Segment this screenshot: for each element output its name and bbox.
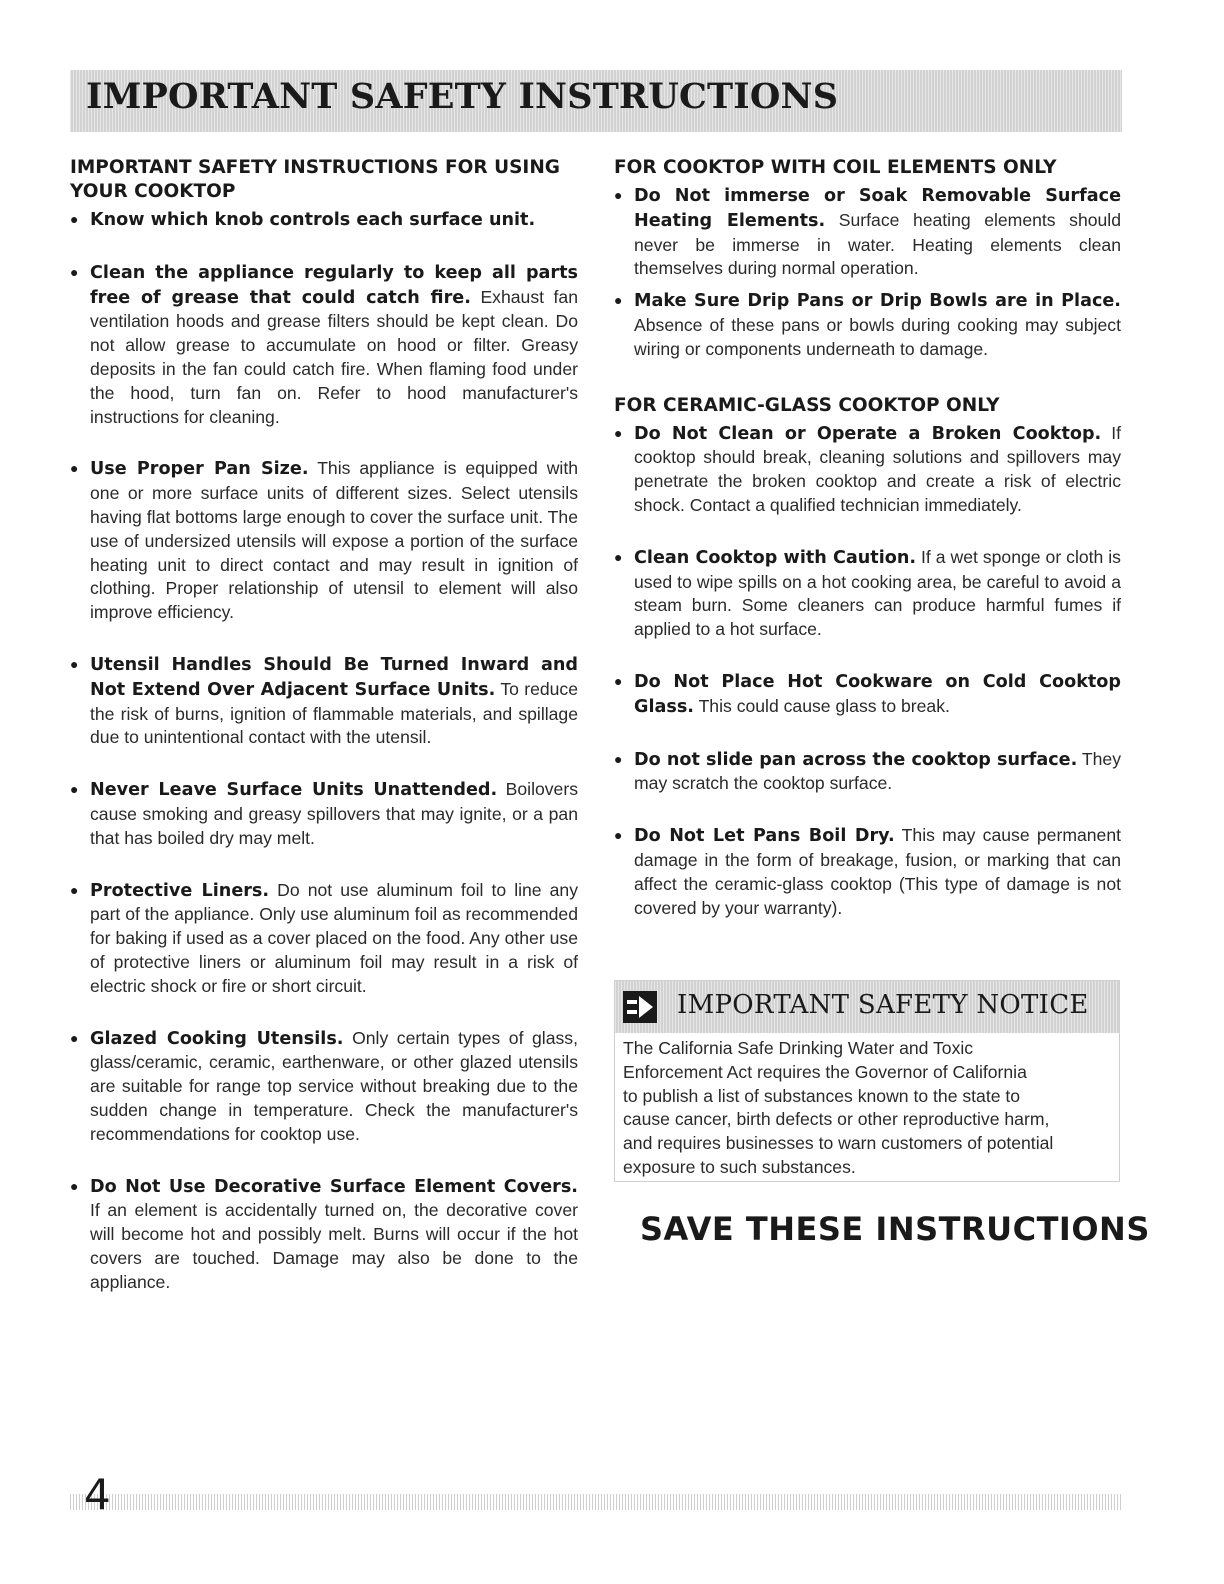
item-title: Do Not Use Decorative Surface Element Covers. [90,1176,578,1197]
left-column [70,156,578,1294]
notice-line: and requires businesses to warn customers of potential [623,1133,1054,1154]
list-item [70,457,578,625]
item-body: Boilovers cause smoking and greasy spillovers that may ignite, or a pan that has boiled dry may melt. [90,779,579,848]
notice-line: The California Safe Drinking Water and Toxic [623,1038,974,1058]
item-title: Do Not Let Pans Boil Dry. [634,826,895,847]
safety-notice [614,980,1120,1182]
item-body: To reduce the risk of burns, ignition of flammable materials, and spillage due to unintentional contact with the utensil. [90,678,579,748]
item-title: Do Not Clean or Operate a Broken Cooktop. [634,423,1102,444]
list-item [614,422,1121,518]
header-banner [70,70,1122,132]
bullet-icon: ● [614,292,623,309]
notice-title: IMPORTANT SAFETY NOTICE [677,990,1089,1020]
item-title: Utensil Handles Should Be Turned Inward and Not Extend Over Adjacent Surface Units. [90,654,578,700]
list-item [614,184,1121,281]
notice-line: exposure to such substances. [623,1156,856,1177]
item-title: Use Proper Pan Size. [90,459,309,480]
item-body: Absence of these pans or bowls during cooking may subject wiring or components underneath to damage. [634,314,1121,359]
item-body: This may cause permanent damage in the form of breakage, fusion, or marking that can affect the ceramic-glass cooktop (This type of damage is not covered by your warranty). [634,825,1122,918]
list-item [614,748,1121,797]
item-body: This appliance is equipped with one or more surface units of different sizes. Select utensils having flat bottoms large enough to cover the surface unit. The use of undersized utensils will expose a portion of the surface heating unit to direct contact and may result in ignition of clothing. Proper relationship of utensil to element will also improve efficiency. [90,458,578,623]
list-item [614,824,1121,920]
section-heading-ceramic: FOR CERAMIC-GLASS COOKTOP ONLY [614,394,1000,416]
list-item [70,879,578,999]
item-title: Do not slide pan across the cooktop surface. [634,749,1078,770]
item-title: Protective Liners. [90,880,270,901]
bullet-icon: ● [70,211,79,227]
list-item [70,1175,578,1295]
bullet-icon: ● [614,672,623,689]
item-body: Exhaust fan ventilation hoods and grease filters should be kept clean. Do not allow grease to accumulate on hood or filter. Greasy deposits in the fan could catch fire. When flaming food under the hood, turn fan on. Refer to hood manufacturer's instructions for cleaning. [90,286,578,427]
notice-line: to publish a list of substances known to the state to [623,1085,1021,1106]
list-item [70,208,578,233]
notice-line: cause cancer, birth defects or other reproductive harm, [623,1109,1050,1130]
save-instructions-heading: SAVE THESE INSTRUCTIONS [640,1210,1150,1248]
item-body: If a wet sponge or cloth is used to wipe spills on a hot cooking area, be careful to avoid a steam burn. Some cleaners can produce harmful fumes if applied to a hot surface. [634,546,1121,640]
list-item [70,778,578,850]
bullet-icon: ● [70,881,79,898]
page-number: 4 [84,1470,111,1519]
notice-body [623,1037,1113,1180]
bullet-icon: ● [70,1029,79,1046]
arrow-right-icon [623,991,657,1023]
bullet-icon: ● [70,263,79,280]
bullet-icon: ● [614,548,623,565]
bullet-icon: ● [614,827,623,844]
item-body: This could cause glass to break. [698,695,950,716]
bullet-icon: ● [70,460,79,477]
list-item [614,289,1121,361]
footer-bar [70,1494,1122,1510]
item-title: Make Sure Drip Pans or Drip Bowls are in Place. [634,291,1121,312]
list-item [70,261,578,430]
notice-line: Enforcement Act requires the Governor of California [623,1061,1027,1082]
item-title: Glazed Cooking Utensils. [90,1028,344,1049]
right-column [614,156,1121,920]
item-title: Do Not Place Hot Cookware on Cold Cooktop Glass. [634,671,1121,717]
bullet-icon: ● [70,781,79,798]
bullet-icon: ● [614,424,623,441]
bullet-icon: ● [70,1177,79,1194]
bullet-icon: ● [70,655,79,672]
section-heading-using-cooktop: IMPORTANT SAFETY INSTRUCTIONS FOR USING YOUR COOKTOP [70,157,560,202]
item-body: If an element is accidentally turned on, the decorative cover will become hot and possibly melt. Burns will occur if the hot covers are touched. Damage may also be done to the appliance. [90,1200,578,1292]
item-title: Clean the appliance regularly to keep all parts free of grease that could catch fire. [90,262,578,308]
item-title: Never Leave Surface Units Unattended. [90,780,498,801]
item-body: Only certain types of glass, glass/ceramic, ceramic, earthenware, or other glazed utensils are suitable for range top service without breaking due to the sudden change in temperature. Check the manufacturer's recommendations for cooktop use. [90,1027,578,1144]
item-body: They may scratch the cooktop surface. [634,748,1121,794]
list-item [614,670,1121,720]
item-title: Clean Cooktop with Caution. [634,547,917,568]
list-item [70,1027,578,1147]
item-title: Do Not immerse or Soak Removable Surface Heating Elements. [634,186,1121,231]
notice-header [615,981,1119,1033]
list-item [614,546,1121,642]
page-title: IMPORTANT SAFETY INSTRUCTIONS [86,76,839,117]
section-heading-coil: FOR COOKTOP WITH COIL ELEMENTS ONLY [614,157,1057,178]
list-item [70,653,578,750]
bullet-icon: ● [614,187,623,203]
item-body: Do not use aluminum foil to line any part of the appliance. Only use aluminum foil as recommended for baking if used as a cover placed on the food. Any other use of protective liners or aluminum foil may result in a risk of electric shock or fire or short circuit. [90,879,579,996]
item-body: Surface heating elements should never be immerse in water. Heating elements clean themselves during normal operation. [634,209,1121,279]
item-title: Know which knob controls each surface unit. [90,210,536,230]
bullet-icon: ● [614,750,623,767]
item-body: If cooktop should break, cleaning solutions and spillovers may penetrate the broken cooktop and create a risk of electric shock. Contact a qualified technician immediately. [634,422,1121,515]
